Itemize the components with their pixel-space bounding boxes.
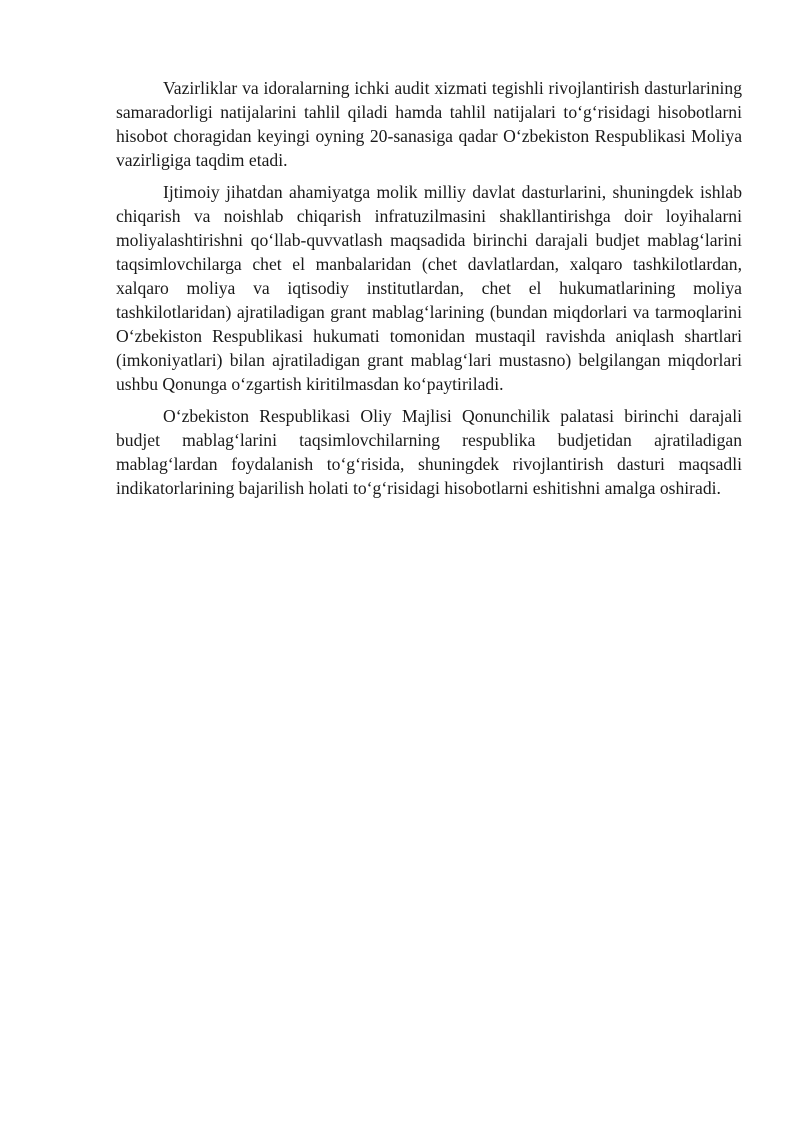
paragraph-legislative-chamber: O‘zbekiston Respublikasi Oliy Majlisi Qonunchilik palatasi birinchi darajali budjet mablag‘larini taqsimlovchilarning respublika budjetidan ajratiladigan mablag‘lardan foydalanish to‘g‘risida, shuningdek rivojlantirish dasturi maqsadli indikatorlarining bajarilish holati to‘g‘risidagi hisobotlarni eshitishni amalga oshiradi. [116,406,742,498]
document-page [116,76,742,508]
paragraph-grant-funds: Ijtimoiy jihatdan ahamiyatga molik milliy davlat dasturlarini, shuningdek ishlab chiqarish va noishlab chiqarish infratuzilmasini shakllantirishga doir loyihalarni moliyalashtirishni qo‘llab-quvvatlash maqsadida birinchi darajali budjet mablag‘larini taqsimlovchilarga chet el manbalaridan (chet davlatlardan, xalqaro tashkilotlardan, xalqaro moliya va iqtisodiy institutlardan, chet el hukumatlarining moliya tashkilotlaridan) ajratiladigan grant mablag‘larining (bundan miqdorlari va tarmoqlarini O‘zbekiston Respublikasi hukumati tomonidan mustaqil ravishda aniqlash shartlari (imkoniyatlari) bilan ajratiladigan grant mablag‘lari mustasno) belgilangan miqdorlari ushbu Qonunga o‘zgartish kiritilmasdan ko‘paytiriladi. [116,182,742,394]
paragraph-internal-audit: Vazirliklar va idoralarning ichki audit xizmati tegishli rivojlantirish dasturlarining samaradorligi natijalarini tahlil qiladi hamda tahlil natijalari to‘g‘risidagi hisobotlarni hisobot choragidan keyingi oyning 20-sanasiga qadar O‘zbekiston Respublikasi Moliya vazirligiga taqdim etadi. [116,78,742,170]
